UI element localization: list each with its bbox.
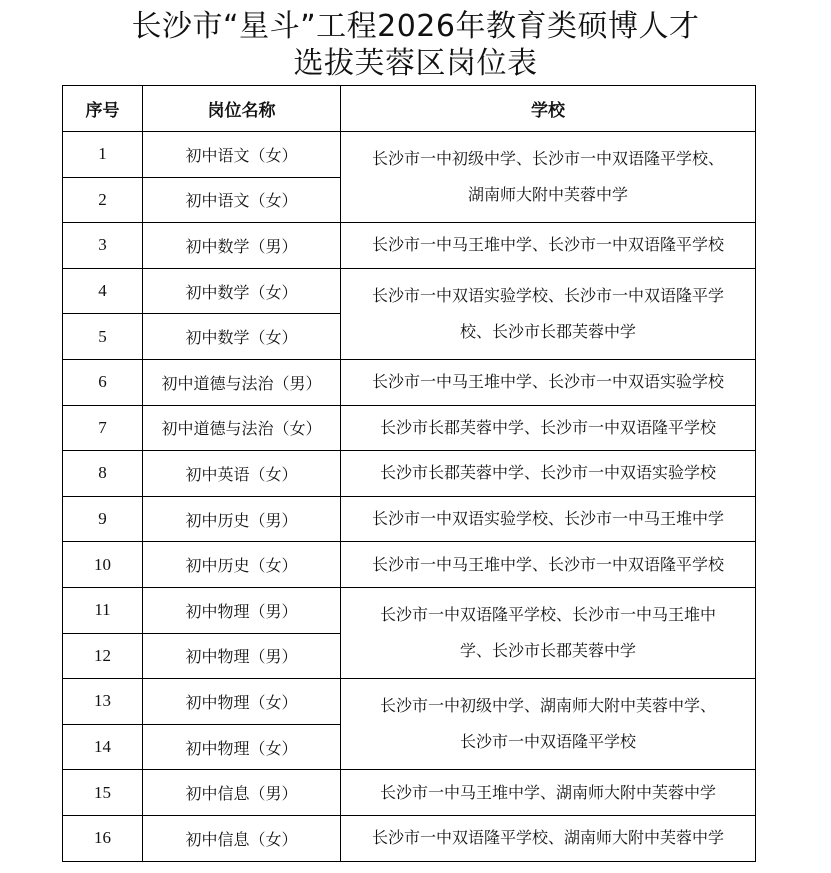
row-school: 长沙市一中马王堆中学、长沙市一中双语隆平学校 — [341, 223, 756, 269]
row-seq: 11 — [63, 587, 143, 633]
row-seq: 7 — [63, 405, 143, 451]
header-seq: 序号 — [63, 86, 143, 132]
row-seq: 13 — [63, 679, 143, 725]
school-line: 长沙市一中双语实验学校、长沙市一中双语隆平学 — [371, 285, 724, 305]
row-school: 长沙市一中马王堆中学、长沙市一中双语隆平学校 — [341, 542, 756, 588]
row-position: 初中道德与法治（男） — [143, 359, 341, 405]
school-line: 长沙市一中初级中学、湖南师大附中芙蓉中学、 — [379, 696, 716, 716]
row-seq: 6 — [63, 359, 143, 405]
row-school — [341, 587, 756, 678]
table-row — [63, 359, 756, 405]
table-row — [63, 405, 756, 451]
table-row — [63, 770, 756, 816]
row-position: 初中物理（男） — [143, 633, 341, 679]
row-position: 初中数学（男） — [143, 223, 341, 269]
school-line: 湖南师大附中芙蓉中学 — [467, 185, 628, 205]
school-line: 学、长沙市长郡芙蓉中学 — [459, 641, 636, 661]
table-row — [63, 587, 756, 633]
school-line: 长沙市一中双语隆平学校 — [459, 732, 636, 752]
row-seq: 1 — [63, 132, 143, 178]
row-position: 初中历史（男） — [143, 496, 341, 542]
row-school — [341, 132, 756, 223]
row-position: 初中数学（女） — [143, 268, 341, 314]
row-seq: 15 — [63, 770, 143, 816]
table-row — [63, 496, 756, 542]
row-school: 长沙市长郡芙蓉中学、长沙市一中双语实验学校 — [341, 451, 756, 497]
table-row — [63, 815, 756, 861]
row-position: 初中物理（女） — [143, 679, 341, 725]
row-seq: 12 — [63, 633, 143, 679]
title-line-2: 选拔芙蓉区岗位表 — [293, 46, 538, 81]
row-position: 初中物理（男） — [143, 587, 341, 633]
position-table — [62, 85, 756, 862]
row-school: 长沙市一中马王堆中学、湖南师大附中芙蓉中学 — [341, 770, 756, 816]
row-position: 初中道德与法治（女） — [143, 405, 341, 451]
row-seq: 9 — [63, 496, 143, 542]
row-position: 初中信息（女） — [143, 815, 341, 861]
row-position: 初中数学（女） — [143, 314, 341, 360]
school-line: 长沙市一中初级中学、长沙市一中双语隆平学校、 — [371, 149, 724, 169]
row-school — [341, 268, 756, 359]
row-seq: 2 — [63, 177, 143, 223]
row-seq: 3 — [63, 223, 143, 269]
row-position: 初中英语（女） — [143, 451, 341, 497]
row-seq: 8 — [63, 451, 143, 497]
row-seq: 10 — [63, 542, 143, 588]
row-position: 初中语文（女） — [143, 177, 341, 223]
table-row — [63, 679, 756, 725]
school-line: 长沙市一中双语隆平学校、长沙市一中马王堆中 — [379, 605, 716, 625]
row-position: 初中历史（女） — [143, 542, 341, 588]
row-school: 长沙市长郡芙蓉中学、长沙市一中双语隆平学校 — [341, 405, 756, 451]
table-row — [63, 451, 756, 497]
table-row — [63, 223, 756, 269]
row-position: 初中信息（男） — [143, 770, 341, 816]
row-seq: 5 — [63, 314, 143, 360]
row-position: 初中语文（女） — [143, 132, 341, 178]
table-header-row — [63, 86, 756, 132]
table-row — [63, 542, 756, 588]
title-line-1: 长沙市“星斗”工程2026年教育类硕博人才 — [131, 9, 700, 44]
row-seq: 14 — [63, 724, 143, 770]
page-title — [0, 8, 831, 82]
row-school: 长沙市一中双语隆平学校、湖南师大附中芙蓉中学 — [341, 815, 756, 861]
school-line: 校、长沙市长郡芙蓉中学 — [459, 321, 636, 341]
row-school: 长沙市一中双语实验学校、长沙市一中马王堆中学 — [341, 496, 756, 542]
row-seq: 16 — [63, 815, 143, 861]
row-seq: 4 — [63, 268, 143, 314]
table-row — [63, 132, 756, 178]
row-school: 长沙市一中马王堆中学、长沙市一中双语实验学校 — [341, 359, 756, 405]
row-position: 初中物理（女） — [143, 724, 341, 770]
header-school: 学校 — [341, 86, 756, 132]
row-school — [341, 679, 756, 770]
header-position: 岗位名称 — [143, 86, 341, 132]
table-row — [63, 268, 756, 314]
